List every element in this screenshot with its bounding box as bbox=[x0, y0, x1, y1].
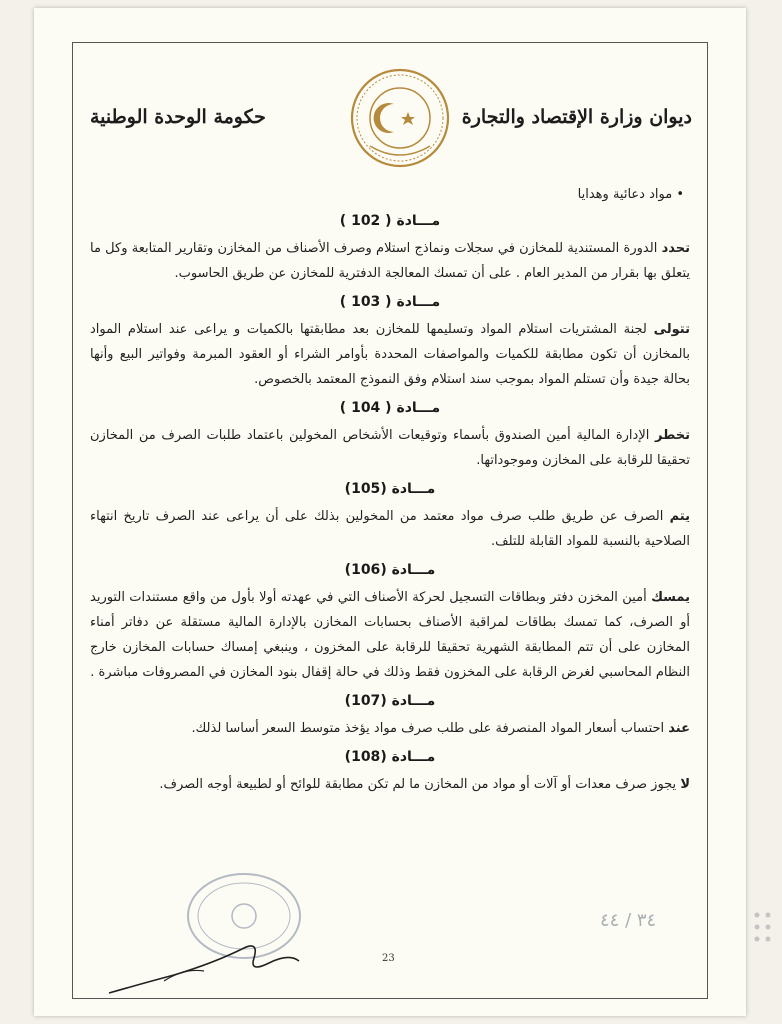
article-title: مـــادة ( 102 ) bbox=[339, 213, 441, 229]
article-lead: عند bbox=[668, 721, 690, 736]
article-text bbox=[90, 423, 690, 473]
government-title: حكومة الوحدة الوطنية bbox=[90, 106, 266, 128]
article-text bbox=[90, 504, 690, 554]
article-text bbox=[90, 716, 690, 741]
letterhead bbox=[74, 66, 704, 176]
article-body: احتساب أسعار المواد المنصرفة على طلب صرف مواد يؤخذ متوسط السعر أساسا لذلك. bbox=[191, 721, 669, 736]
article-lead: يتم bbox=[669, 509, 690, 524]
article-title: مـــادة (105) bbox=[344, 481, 436, 497]
article-text bbox=[90, 772, 690, 797]
article bbox=[90, 477, 690, 554]
signature-icon bbox=[104, 923, 304, 1003]
article-title: مـــادة ( 103 ) bbox=[339, 294, 441, 310]
article-text bbox=[90, 317, 690, 392]
article-title: مـــادة (108) bbox=[344, 749, 436, 765]
article-lead: تتولى bbox=[653, 322, 690, 337]
article-body: لجنة المشتريات استلام المواد وتسليمها للمخازن بعد مطابقتها بالكميات و يراعى عند استلام المواد بالمخازن أن تكون مطابقة للكميات والمواصفات المحددة بأوامر الشراء أو العقود المبرمة وفواتير البيع وأنها بحالة جيدة وأن تستلم المواد بموجب سند استلام وفق النموذج المعتمد بالخصوص. bbox=[90, 322, 690, 387]
bullet-item: • مواد دعائية وهدايا bbox=[577, 187, 684, 202]
article bbox=[90, 745, 690, 797]
stamp-number: ٣٤ / ٤٤ bbox=[600, 910, 657, 931]
bullet-text: مواد دعائية وهدايا bbox=[577, 187, 673, 202]
article bbox=[90, 290, 690, 392]
ministry-title: ديوان وزارة الإقتصاد والتجارة bbox=[461, 106, 692, 128]
article-lead: تخطر bbox=[654, 428, 690, 443]
article bbox=[90, 558, 690, 685]
article-text bbox=[90, 585, 690, 685]
article-title: مـــادة (106) bbox=[344, 562, 436, 578]
article-body: الصرف عن طريق طلب صرف مواد معتمد من المخولين بذلك على أن يراعى عند الصرف تاريخ انتهاء الصلاحية بالنسبة للمواد القابلة للتلف. bbox=[90, 509, 690, 549]
article-body: يجوز صرف معدات أو آلات أو مواد من المخازن ما لم تكن مطابقة للوائح أو لطبيعة أوجه الصرف. bbox=[159, 777, 681, 792]
article-body: أمين المخزن دفتر وبطاقات التسجيل لحركة الأصناف التي في عهدته أولا بأول من واقع مستندات التوريد أو الصرف، كما تمسك بطاقات لمراقبة الأصناف بحسابات المخازن بالإدارة المالية مستقلة عن دفاتر أمناء المخازن على أن تتم المطابقة الشهرية تحقيقا للرقابة على المخزون ، وينبغي إمساك حسابات المخازن خارج النظام المحاسبي لغرض الرقابة على المخزون فقط وذلك في حالة إقفال بنود المخازن في المصروفات مباشرة . bbox=[90, 590, 690, 680]
article-title: مـــادة ( 104 ) bbox=[339, 400, 441, 416]
libya-emblem-icon bbox=[350, 66, 450, 170]
document-body bbox=[90, 182, 690, 801]
article-lead: لا bbox=[680, 777, 690, 792]
drag-handle-icon[interactable] bbox=[752, 910, 774, 944]
article-title: مـــادة (107) bbox=[344, 693, 436, 709]
article-lead: يمسك bbox=[651, 590, 690, 605]
article-body: الإدارة المالية أمين الصندوق بأسماء وتوقيعات الأشخاص المخولين باعتماد طلبات الصرف من المخازن تحقيقا للرقابة على المخازن وموجوداتها. bbox=[90, 428, 690, 468]
article bbox=[90, 396, 690, 473]
article-text bbox=[90, 236, 690, 286]
article bbox=[90, 689, 690, 741]
document-page bbox=[34, 8, 746, 1016]
article-body: الدورة المستندية للمخازن في سجلات ونماذج استلام وصرف الأصناف من المخازن وتقارير المتابعة وكل ما يتعلق بها بقرار من المدير العام . على أن تمسك المعالجة الدفترية للمخازن عن طريق الحاسوب. bbox=[90, 241, 690, 281]
article-lead: تحدد bbox=[661, 241, 690, 256]
page-number: 23 bbox=[382, 953, 395, 964]
article bbox=[90, 209, 690, 286]
